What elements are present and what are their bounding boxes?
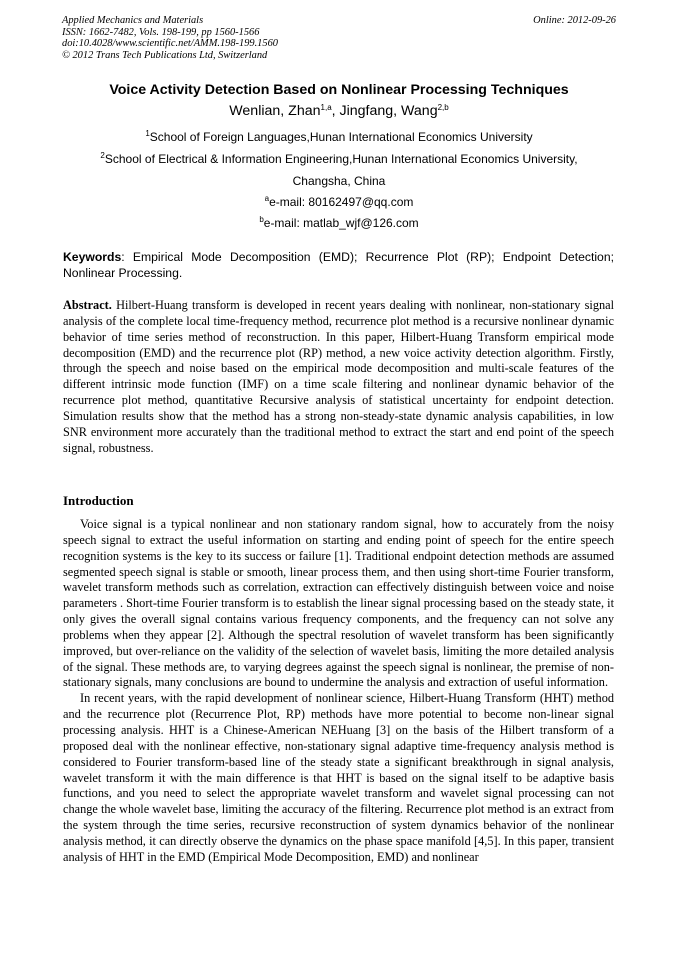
email-b[interactable]: [40, 216, 638, 230]
introduction-heading: Introduction: [63, 493, 134, 508]
affiliation-2-city: Changsha, China: [292, 174, 386, 188]
journal-header: [62, 15, 278, 61]
affiliation-1-text: School of Foreign Languages,Hunan International Economics University: [149, 130, 533, 144]
doi-line[interactable]: doi:10.4028/www.scientific.net/AMM.198-199.1560: [62, 38, 278, 50]
abstract: [63, 298, 614, 456]
email-b-sup: b: [259, 215, 264, 224]
keywords: [63, 250, 614, 282]
copyright-line: © 2012 Trans Tech Publications Ltd, Switzerland: [62, 49, 268, 61]
author-1: Wenlian, Zhan: [229, 103, 321, 119]
author-2-sup: 2,b: [437, 103, 449, 112]
affiliation-1-sup: 1: [145, 129, 150, 138]
keywords-text: : Empirical Mode Decomposition (EMD); Recurrence Plot (RP); Endpoint Detection; Nonlinear Processing.: [63, 250, 614, 280]
issn-line: ISSN: 1662-7482, Vols. 198-199, pp 1560-1566: [62, 26, 260, 38]
email-b-text[interactable]: e-mail: matlab_wjf@126.com: [263, 216, 419, 230]
paper-title: Voice Activity Detection Based on Nonlinear Processing Techniques: [109, 82, 569, 98]
author-1-sup: 1,a: [320, 103, 332, 112]
affiliation-2: [40, 152, 638, 166]
email-a-text[interactable]: e-mail: 80162497@qq.com: [269, 195, 414, 209]
author-separator: ,: [331, 103, 340, 119]
introduction-paragraph-1: Voice signal is a typical nonlinear and non stationary random signal, how to accurately from the noisy speech signal to extract the useful information on starting and ending point of speech for the entire speech recognition systems is the key to its success or failure [1]. Traditional endpoint detection methods are assumed segmented speech signal is stable or smooth, linear process them, and then using short-time Fourier transform, wavelet transform methods such as correlation, extraction can effectively distinguish between voice and noise parameters . Short-time Fourier transform is to establish the linear signal processing based on the steady state, it only gives the overall signal contains various frequency components, and the frequency can not solve any problems when they appear [2]. Although the spectral resolution of wavelet transform has been significantly improved, but over-reliance on the validity of the selection of wavelet basis, limiting the more detailed analysis of the signal. These methods are, to varying degrees against the speech signal is nonlinear, the premise of non-stationary signals, many conclusions are bound to undermine the analysis and extraction of useful information.: [63, 517, 614, 690]
affiliation-2-text: School of Electrical & Information Engineering,Hunan International Economics University,: [104, 152, 578, 166]
abstract-text: Hilbert-Huang transform is developed in recent years dealing with nonlinear, non-stationary signal analysis of the complete local time-frequency method, recurrence plot method is a recursive nonlinear dynamic behavior of time series method of reconstruction. In this paper, Hilbert-Huang Transform empirical mode decomposition (EMD) and the recurrence plot (RP) method, a new voice activity detection algorithm. Firstly, through the speech and noise based on the empirical mode decomposition and multi-scale features of the different intrinsic mode function (IMF) on a time scale filtering and nonlinear dynamic behavior of the recurrence plot method, quantitative Recursive analysis of statistical uncertainty for endpoint detection. Simulation results show that the method has a strong non-steady-state dynamic analysis capabilities, in low SNR environment more accurately than the traditional method to extract the start and end point of the speech signal, robustness.: [63, 298, 614, 455]
author-line: [40, 103, 638, 119]
journal-name: Applied Mechanics and Materials: [62, 15, 204, 26]
introduction-body: [63, 517, 614, 866]
abstract-label: Abstract.: [63, 298, 112, 312]
affiliation-1: [40, 130, 638, 144]
keywords-label: Keywords: [63, 250, 122, 264]
email-a-sup: a: [264, 194, 270, 203]
author-2: Jingfang, Wang: [339, 103, 438, 119]
email-a[interactable]: [40, 195, 638, 209]
affiliation-2-sup: 2: [100, 151, 105, 160]
online-date: Online: 2012-09-26: [533, 15, 616, 26]
introduction-paragraph-2: In recent years, with the rapid development of nonlinear science, Hilbert-Huang Transform (HHT) method and the recurrence plot (Recurrence Plot, RP) methods have more potential to become non-linear signal processing analysis. HHT is a Chinese-American NEHuang [3] on the basis of the Hilbert transform of a proposed deal with the nonlinear effective, non-stationary signal adaptive time-frequency analysis method is considered to Fourier transform-based line of the steady state a significant breakthrough in signal analysis, wavelet transform it with the main difference is that HHT is based on the signal itself to be adaptive basis functions, and you need to select the appropriate wavelet transform and wavelet signal processing can not change the whole wavelet base, limiting the accuracy of the filtering. Recurrence plot method is an extract from the system through the time series, recursive reconstruction of system dynamics behavior of the nonlinear analysis method, it can directly observe the dynamics on the phase space manifold [4,5]. In this paper, transient analysis of HHT in the EMD (Empirical Mode Decomposition, EMD) and nonlinear: [63, 691, 614, 864]
